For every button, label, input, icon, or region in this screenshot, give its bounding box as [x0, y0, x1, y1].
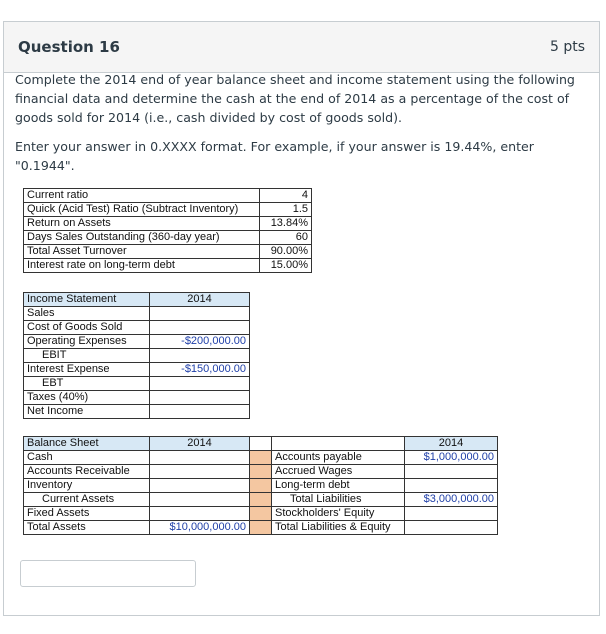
table-row [24, 507, 498, 521]
row-value [150, 377, 250, 391]
table-header-row [24, 437, 498, 451]
asset-value [150, 479, 250, 493]
ratio-value: 15.00% [260, 259, 312, 273]
asset-label: Current Assets [24, 493, 150, 507]
ratio-value: 1.5 [260, 203, 312, 217]
liability-value [405, 479, 498, 493]
table-row [24, 259, 312, 273]
balance-sheet-header: Balance Sheet [24, 437, 150, 451]
row-label: EBIT [24, 349, 150, 363]
question-paragraph: Complete the 2014 end of year balance sheet and income statement using the following financial data and determine the cash at the end of 2014 as a percentage of the cost of goods sold for 2014 (i.e., cash divided by cost of goods sold). [15, 72, 575, 125]
liability-label: Stockholders' Equity [272, 507, 405, 521]
question-header [4, 22, 599, 73]
asset-value [150, 507, 250, 521]
liability-label: Total Liabilities [272, 493, 405, 507]
ratio-label: Quick (Acid Test) Ratio (Subtract Inventory) [24, 203, 260, 217]
row-value [150, 349, 250, 363]
income-statement-header: Income Statement [24, 293, 150, 307]
row-value [150, 321, 250, 335]
table-row [24, 217, 312, 231]
table-row [24, 493, 498, 507]
table-row [24, 245, 312, 259]
row-label: Taxes (40%) [24, 391, 150, 405]
row-label: Interest Expense [24, 363, 150, 377]
ratio-label: Interest rate on long-term debt [24, 259, 260, 273]
asset-value [150, 451, 250, 465]
table-row [24, 405, 250, 419]
row-label: Operating Expenses [24, 335, 150, 349]
table-row [24, 321, 250, 335]
asset-value [150, 493, 250, 507]
asset-label: Accounts Receivable [24, 465, 150, 479]
table-row [24, 451, 498, 465]
spacer-cell [250, 493, 272, 507]
table-header-row [24, 293, 250, 307]
table-row [24, 377, 250, 391]
asset-label: Total Assets [24, 521, 150, 535]
row-value: -$150,000.00 [150, 363, 250, 377]
spacer-cell [250, 437, 272, 451]
asset-value [150, 465, 250, 479]
balance-sheet-year: 2014 [150, 437, 250, 451]
liability-value [405, 521, 498, 535]
liability-label: Total Liabilities & Equity [272, 521, 405, 535]
row-label: EBT [24, 377, 150, 391]
row-value [150, 405, 250, 419]
row-value [150, 307, 250, 321]
liability-value: $1,000,000.00 [405, 451, 498, 465]
balance-sheet-table [23, 436, 498, 535]
table-row [24, 465, 498, 479]
liability-value [405, 507, 498, 521]
table-row [24, 203, 312, 217]
table-row [24, 307, 250, 321]
table-row [24, 231, 312, 245]
row-label: Cost of Goods Sold [24, 321, 150, 335]
liability-value: $3,000,000.00 [405, 493, 498, 507]
table-row [24, 335, 250, 349]
table-row [24, 363, 250, 377]
table-row [24, 189, 312, 203]
ratios-table [23, 188, 312, 273]
row-value [150, 391, 250, 405]
liabilities-header-cell [272, 437, 405, 451]
ratio-value: 60 [260, 231, 312, 245]
question-title: Question 16 [18, 38, 120, 56]
row-label: Net Income [24, 405, 150, 419]
row-value: -$200,000.00 [150, 335, 250, 349]
liabilities-year: 2014 [405, 437, 498, 451]
ratio-value: 90.00% [260, 245, 312, 259]
table-row [24, 391, 250, 405]
question-instructions: Enter your answer in 0.XXXX format. For example, if your answer is 19.44%, enter "0.1944". [15, 139, 534, 173]
asset-label: Inventory [24, 479, 150, 493]
spacer-cell [250, 451, 272, 465]
question-points: 5 pts [549, 39, 585, 55]
ratio-label: Return on Assets [24, 217, 260, 231]
spacer-cell [250, 479, 272, 493]
ratio-value: 13.84% [260, 217, 312, 231]
asset-label: Cash [24, 451, 150, 465]
spacer-cell [250, 465, 272, 479]
income-statement-year: 2014 [150, 293, 250, 307]
question-text [15, 70, 577, 185]
table-row [24, 479, 498, 493]
ratio-label: Current ratio [24, 189, 260, 203]
spacer-cell [250, 507, 272, 521]
ratio-label: Days Sales Outstanding (360-day year) [24, 231, 260, 245]
spacer-cell [250, 521, 272, 535]
table-row [24, 521, 498, 535]
table-row [24, 349, 250, 363]
liability-value [405, 465, 498, 479]
ratio-label: Total Asset Turnover [24, 245, 260, 259]
asset-label: Fixed Assets [24, 507, 150, 521]
ratio-value: 4 [260, 189, 312, 203]
asset-value: $10,000,000.00 [150, 521, 250, 535]
row-label: Sales [24, 307, 150, 321]
liability-label: Accounts payable [272, 451, 405, 465]
liability-label: Accrued Wages [272, 465, 405, 479]
liability-label: Long-term debt [272, 479, 405, 493]
answer-input[interactable] [20, 560, 196, 587]
income-statement-table [23, 292, 250, 419]
